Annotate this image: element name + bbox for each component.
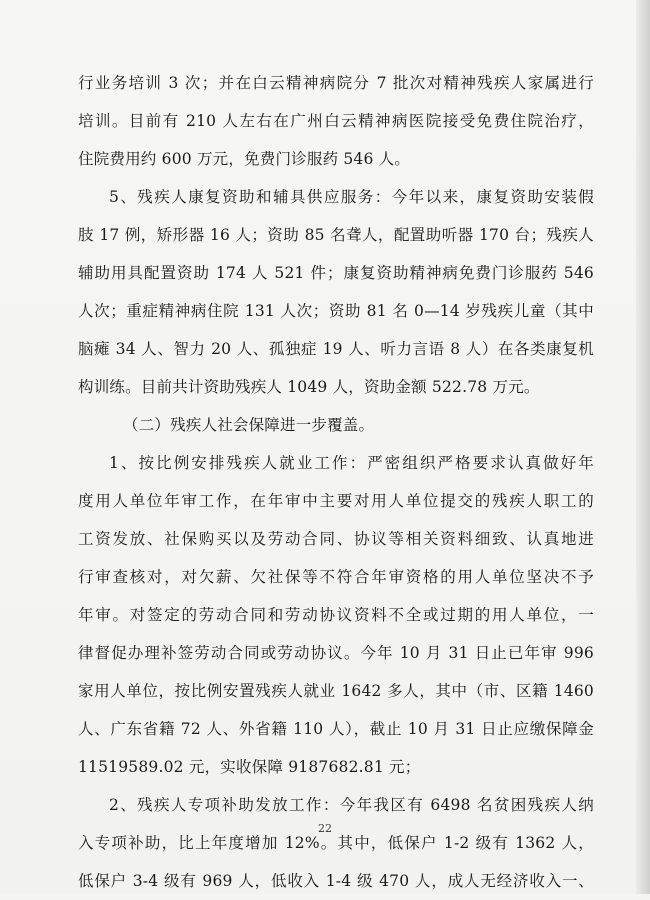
text-line: 行业务培训 3 次；并在白云精神病院分 7 批次对精神残疾人家属进行: [78, 74, 594, 92]
text-line: 低保户 3-4 级有 969 人，低收入 1-4 级 470 人，成人无经济收入一、: [78, 872, 594, 890]
paragraph-start-line: 5、残疾人康复资助和辅具供应服务：今年以来，康复资助安装假: [109, 188, 594, 206]
text-line: 律督促办理补签劳动合同或劳动协议。今年 10 月 31 日止已年审 996: [78, 644, 594, 662]
paragraph-start-line: 1、按比例安排残疾人就业工作：严密组织严格要求认真做好年: [109, 454, 594, 472]
text-line: 脑瘫 34 人、智力 20 人、孤独症 19 人、听力言语 8 人）在各类康复机: [78, 340, 594, 358]
text-line: 培训。目前有 210 人左右在广州白云精神病医院接受免费住院治疗，: [78, 112, 594, 130]
text-line: 工资发放、社保购买以及劳动合同、协议等相关资料细致、认真地进: [78, 530, 594, 548]
section-heading: （二）残疾人社会保障进一步覆盖。: [123, 416, 375, 434]
text-line: 构训练。目前共计资助残疾人 1049 人，资助金额 522.78 万元。: [78, 378, 540, 396]
text-line: 入专项补助，比上年度增加 12%。其中，低保户 1-2 级有 1362 人，: [78, 834, 594, 852]
text-line: 人、广东省籍 72 人、外省籍 110 人），截止 10 月 31 日止应缴保障金: [78, 720, 594, 738]
page-binding-edge: [636, 0, 650, 894]
text-line: 行审查核对，对欠薪、欠社保等不符合年审资格的用人单位坚决不予: [78, 568, 594, 586]
page-number: 22: [318, 822, 332, 835]
paragraph-start-line: 2、残疾人专项补助发放工作：今年我区有 6498 名贫困残疾人纳: [109, 796, 594, 814]
text-line: 住院费用约 600 万元，免费门诊服药 546 人。: [78, 150, 411, 168]
body-text: [78, 64, 594, 900]
text-line: 辅助用具配置资助 174 人 521 件；康复资助精神病免费门诊服药 546: [78, 264, 594, 282]
text-line: 肢 17 例，矫形器 16 人；资助 85 名聋人，配置助听器 170 台；残疾人: [78, 226, 594, 244]
text-line: 人次；重症精神病住院 131 人次；资助 81 名 0—14 岁残疾儿童（其中: [78, 302, 594, 320]
text-line: 家用人单位，按比例安置残疾人就业 1642 多人，其中（市、区籍 1460: [78, 682, 594, 700]
text-line: 11519589.02 元，实收保障 9187682.81 元；: [78, 758, 421, 776]
text-line: 年审。对签定的劳动合同和劳动协议资料不全或过期的用人单位，一: [78, 606, 594, 624]
text-line: 度用人单位年审工作，在年审中主要对用人单位提交的残疾人职工的: [78, 492, 594, 510]
